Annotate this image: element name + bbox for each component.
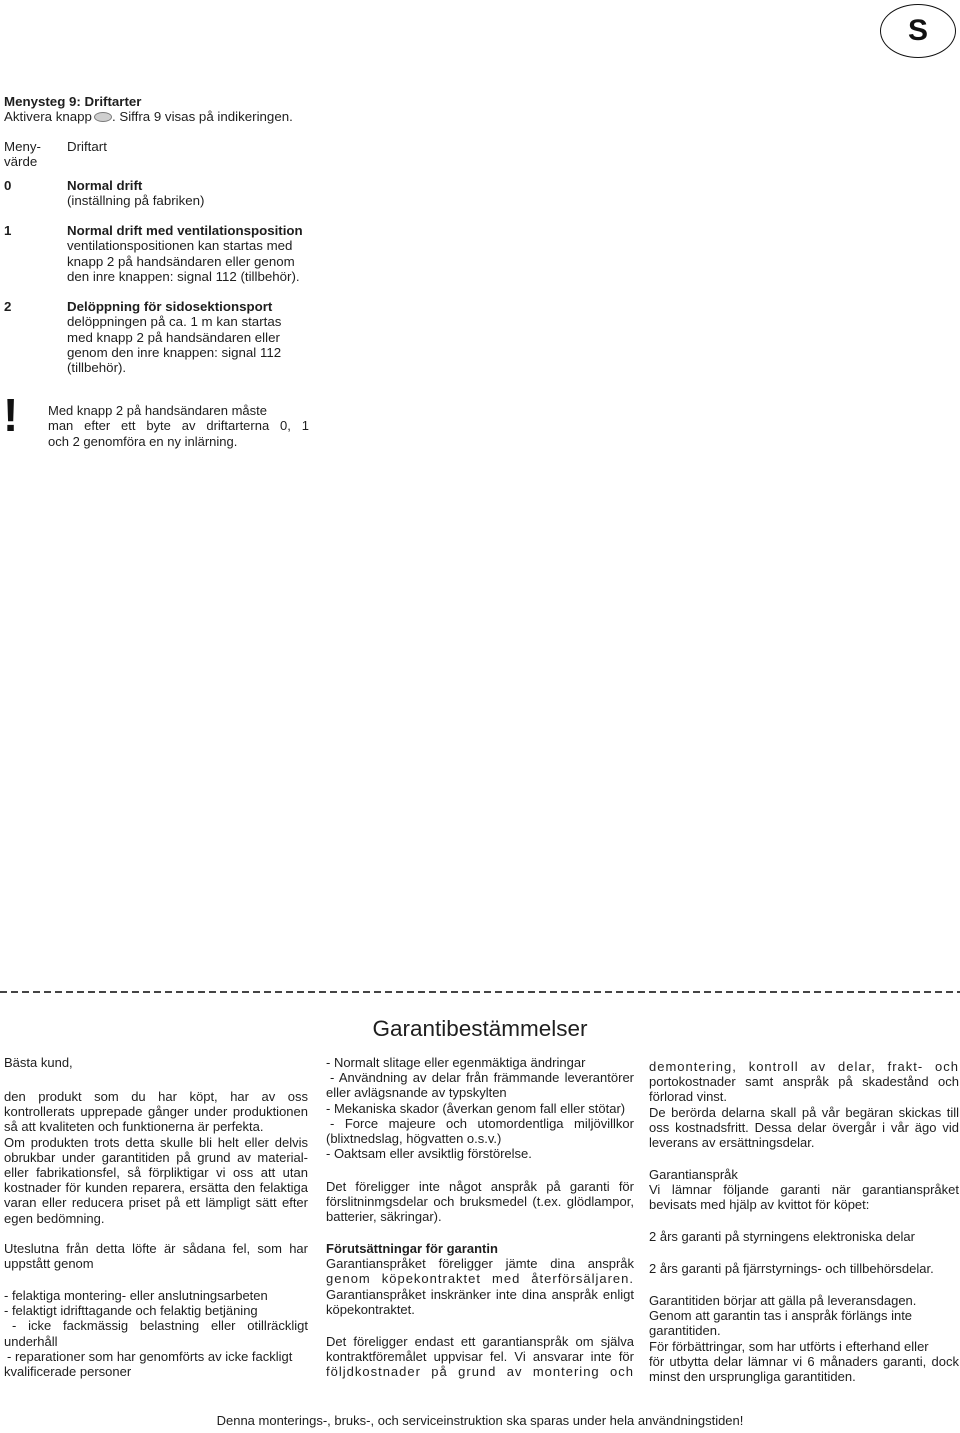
warranty-column-2	[326, 0, 634, 1433]
warranty-term	[649, 1261, 959, 1276]
warning-line: och 2 genomföra en ny inlärning.	[48, 433, 238, 449]
mode-line: ventilationspositionen kan startas med	[67, 238, 293, 254]
exclusion-item: - Force majeure och utomordentliga miljövillkor	[330, 1115, 634, 1131]
warranty-term	[649, 1229, 959, 1244]
warranty-line: oss kostnadsfritt. Dessa delar övergår i vår ägo vid	[649, 1119, 959, 1135]
warranty-line: förlorad vinst.	[649, 1089, 728, 1105]
warranty-line: den produkt som du har köpt, har av oss	[4, 1089, 308, 1104]
exclusion-item-continued: underhåll	[4, 1333, 58, 1349]
warranty-paragraph	[326, 1334, 634, 1380]
mode-value-number: 0	[4, 178, 12, 193]
warranty-title: Garantibestämmelser	[372, 1016, 588, 1041]
warranty-paragraph	[649, 1293, 959, 1384]
warranty-line: genom köpekontraktet med återförsäljaren.	[326, 1271, 634, 1287]
mode-line: (tillbehör).	[67, 360, 127, 376]
value-header-line: Meny-	[4, 139, 41, 154]
mode-name: Normal drift med ventilationsposition	[67, 223, 303, 238]
value-header-line: värde	[4, 154, 38, 170]
section-heading: Förutsättningar för garantin	[326, 1241, 498, 1256]
exclusion-item-continued: kvalificerade personer	[4, 1363, 132, 1379]
warranty-line: bevisats med hjälp av kvittot för köpet:	[649, 1197, 870, 1213]
warranty-line: portokostnader samt anspråk på skadestånd och	[649, 1074, 959, 1090]
warranty-line: kontrollerats upprepade gånger under produktionen	[4, 1104, 308, 1120]
mode-line: genom den inre knappen: signal 112	[67, 344, 282, 360]
warranty-line: Uteslutna från detta löfte är sådana fel, som har	[4, 1241, 308, 1256]
warranty-line: uppstått genom	[4, 1256, 94, 1272]
warranty-paragraph	[4, 1241, 308, 1271]
exclusion-list	[326, 1055, 634, 1161]
warranty-column-3	[649, 0, 959, 1433]
warranty-line: kontraktföremålet uppvisar fel. Vi ansvarar inte för	[326, 1349, 634, 1365]
warranty-line: garantitiden.	[649, 1323, 721, 1339]
instruction-text-start: Aktivera knapp	[4, 109, 92, 125]
warranty-line: minst den ursprungliga garantitiden.	[649, 1368, 856, 1384]
warranty-line: varan eller reducera priset på ett lämpligt sätt efter	[4, 1195, 308, 1211]
exclusion-item: - felaktigt idrifttagande och felaktig betjäning	[4, 1303, 258, 1319]
menu-step-title: Menysteg 9: Driftarter	[4, 94, 142, 109]
warranty-line: Det föreligger inte något anspråk på garanti för	[326, 1179, 634, 1194]
warranty-line: följdkostnader på grund av montering och	[326, 1364, 634, 1380]
exclusion-item: - icke fackmässig belastning eller otillräckligt	[12, 1318, 308, 1334]
exclusion-item-continued: eller avlägsnande av typskylten	[326, 1085, 507, 1101]
section-heading: Garantianspråk	[649, 1167, 738, 1182]
exclusion-item: - reparationer som har genomförts av icke fackligt	[7, 1348, 293, 1364]
warranty-line: Bästa kund,	[4, 1055, 73, 1070]
mode-header: Driftart	[67, 139, 107, 154]
exclusion-item: - felaktiga montering- eller anslutningsarbeten	[4, 1288, 268, 1303]
warranty-line: 2 års garanti på fjärrstyrnings- och tillbehörsdelar.	[649, 1261, 934, 1276]
mode-line: (inställning på fabriken)	[67, 193, 205, 209]
warranty-line: leverans av ersättningsdelar.	[649, 1134, 815, 1150]
warranty-column-1	[4, 0, 308, 1433]
warranty-line: batterier, säkringar).	[326, 1209, 442, 1225]
mode-line: delöppningen på ca. 1 m kan startas	[67, 314, 282, 330]
warranty-line: Garantitiden börjar att gälla på leveransdagen.	[649, 1293, 917, 1308]
warranty-line: demontering, kontroll av delar, frakt- och	[649, 1059, 959, 1074]
warranty-line: för utbytta delar lämnar vi 6 månaders garanti, dock	[649, 1353, 959, 1369]
mode-name: Delöppning för sidosektionsport	[67, 299, 273, 314]
warranty-line: förslitninmgsdelar och bruksmedel (t.ex. glödlampor,	[326, 1194, 634, 1210]
warranty-line: egen bedömning.	[4, 1210, 105, 1226]
warning-exclamation-icon: !	[3, 389, 19, 441]
warranty-line: Genom att garantin tas i anspråk förlängs inte	[649, 1308, 913, 1324]
instruction-text-end: . Siffra 9 visas på indikeringen.	[111, 109, 293, 125]
mode-value-number: 1	[4, 223, 12, 238]
exclusion-item-continued: (blixtnedslag, högvatten o.s.v.)	[326, 1130, 502, 1146]
warranty-line: För förbättringar, som har utförts i efterhand eller	[649, 1338, 929, 1354]
warranty-paragraph	[649, 1167, 959, 1213]
exclusion-item: - Normalt slitage eller egenmäktiga ändringar	[326, 1055, 586, 1070]
warranty-line: obrukbar under garantitiden på grund av material-	[4, 1149, 308, 1165]
language-letter: S	[907, 14, 928, 47]
warning-line: Med knapp 2 på handsändaren måste	[48, 403, 267, 418]
mode-line: med knapp 2 på handsändaren eller	[67, 329, 280, 345]
warranty-line: Det föreligger endast ett garantianspråk om själva	[326, 1334, 634, 1349]
footer-note: Denna monterings-, bruks-, och serviceinstruktion ska sparas under hela användningstiden!	[216, 1413, 744, 1428]
warranty-line: köpekontraktet.	[326, 1301, 415, 1317]
warning-line: man efter ett byte av driftarterna 0, 1	[48, 418, 309, 434]
mode-line: knapp 2 på handsändaren eller genom	[67, 253, 295, 269]
warranty-paragraph	[4, 1055, 308, 1070]
warranty-line: Garantianspråket föreligger jämte dina anspråk	[326, 1256, 634, 1272]
warranty-paragraph	[326, 1179, 634, 1225]
exclusion-item: - Användning av delar från främmande leverantörer	[330, 1070, 634, 1086]
warranty-line: så att kvaliteten och funktionerna är perfekta.	[4, 1119, 264, 1135]
warranty-paragraph	[649, 1059, 959, 1150]
warranty-line: 2 års garanti på styrningens elektroniska delar	[649, 1229, 915, 1244]
warranty-line: eller fabrikationsfel, så förpliktigar vi oss att utan	[4, 1164, 308, 1180]
mode-name: Normal drift	[67, 178, 143, 193]
warranty-line: Vi lämnar följande garanti när garantianspråket	[649, 1182, 959, 1198]
warranty-line: kostnader för kunden reparera, ersätta den felaktiga	[4, 1180, 308, 1196]
warranty-line: Om produkten trots detta skulle bli helt eller delvis	[4, 1134, 308, 1150]
mode-value-number: 2	[4, 299, 12, 314]
warranty-paragraph	[326, 1241, 634, 1317]
warranty-paragraph	[4, 1089, 308, 1226]
warranty-line: Garantianspråket inskränker inte dina anspråk enligt	[326, 1286, 634, 1302]
exclusion-list	[4, 1288, 308, 1379]
exclusion-item: - Oaktsam eller avsiktlig förstörelse.	[326, 1146, 532, 1162]
warranty-line: De berörda delarna skall på vår begäran skickas till	[649, 1104, 959, 1120]
mode-line: den inre knappen: signal 112 (tillbehör).	[67, 268, 300, 284]
exclusion-item: - Mekaniska skador (åverkan genom fall eller stötar)	[326, 1100, 626, 1116]
